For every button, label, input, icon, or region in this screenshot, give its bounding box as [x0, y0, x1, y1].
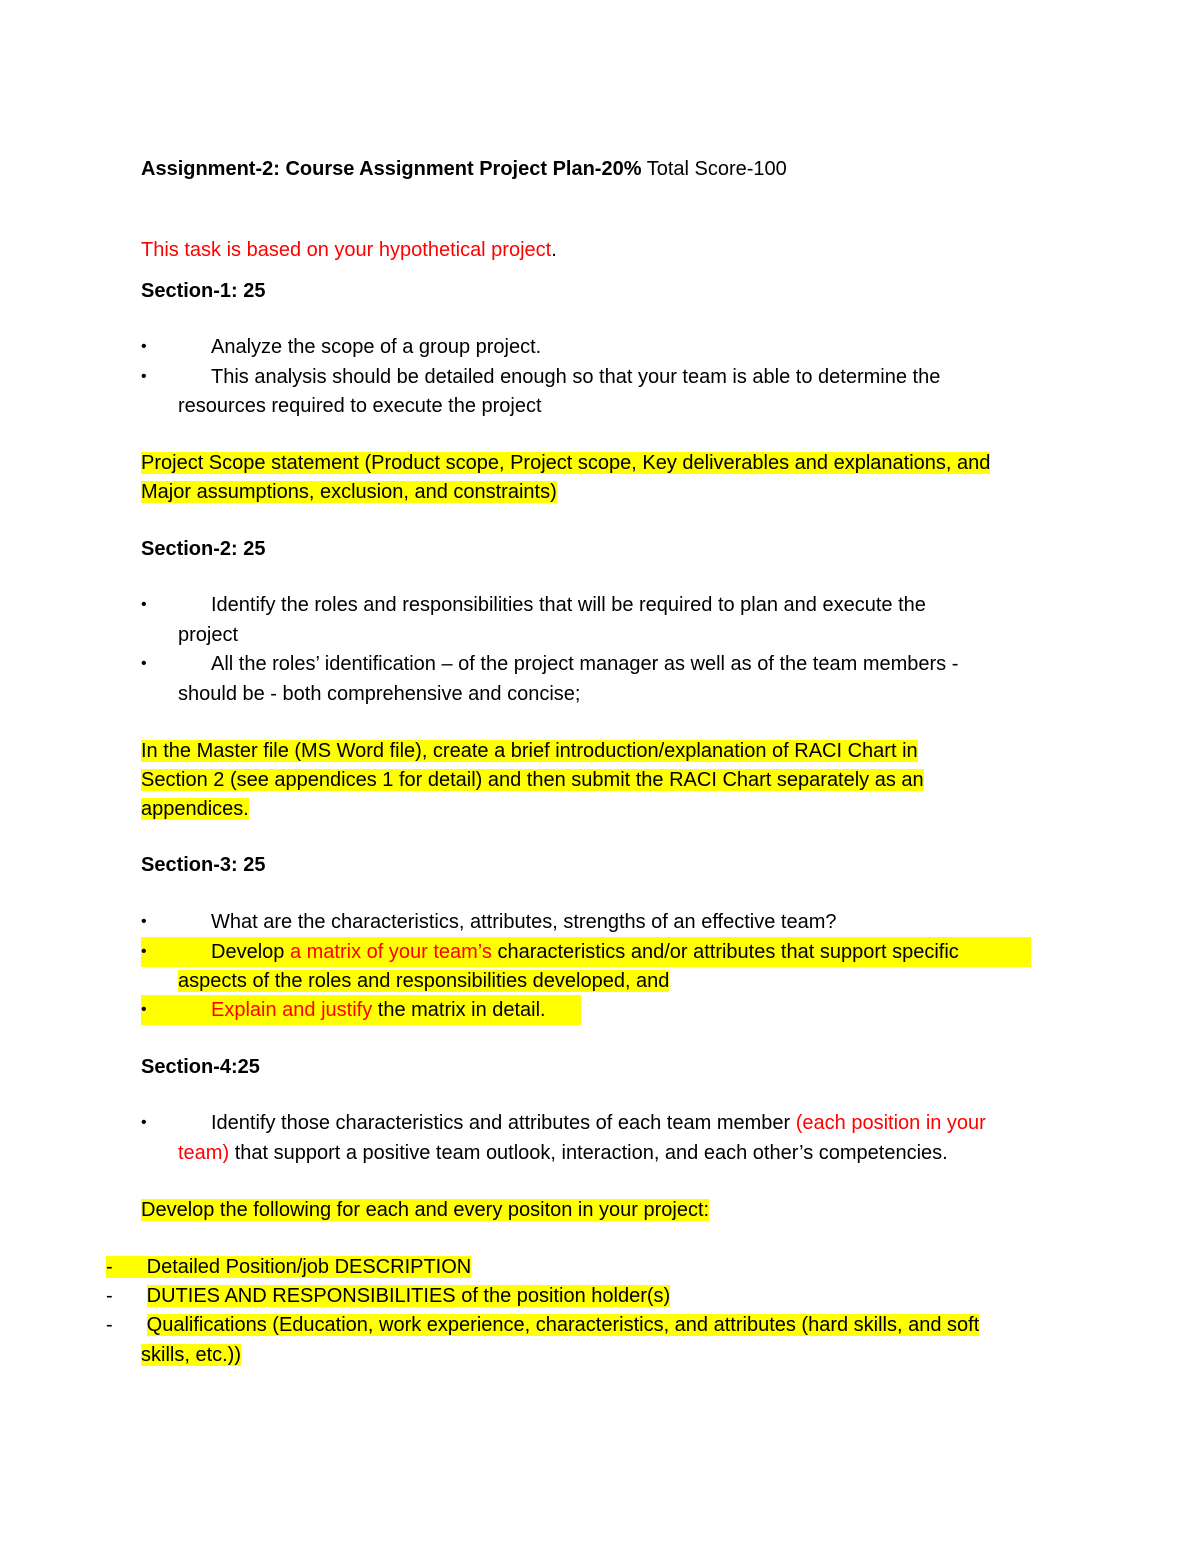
section-2-bullet-2-line-1: All the roles’ identification – of the project manager as well as of the team members - — [211, 653, 959, 675]
text-characteristics: characteristics and/or attributes that support specific — [497, 941, 959, 963]
section-2-bullet-1-line-1: Identify the roles and responsibilities that will be required to plan and execute the — [211, 594, 926, 616]
bullet-icon: • — [141, 1114, 147, 1131]
dash-item-2 — [106, 1281, 670, 1311]
text-matrix: a matrix of your team’s — [289, 941, 492, 963]
highlight-text: aspects of the roles and responsibilities developed, and — [178, 970, 670, 992]
section-2-bullet-1-line-2: project — [178, 624, 239, 646]
section-1-bullet-1: Analyze the scope of a group project. — [211, 336, 542, 358]
highlight-text: Major assumptions, exclusion, and constraints) — [141, 481, 557, 503]
text-identify: Identify those characteristics and attributes of each team member — [211, 1112, 791, 1134]
text-develop: Develop — [211, 941, 285, 963]
section-1-highlight-line-1 — [141, 448, 990, 478]
section-2-highlight-line-3 — [141, 794, 249, 824]
section-4-bullet-1-line-2 — [178, 1138, 948, 1168]
bullet-icon: • — [141, 338, 147, 355]
section-4-highlight — [141, 1195, 709, 1225]
dash-item-3-line-2 — [141, 1340, 241, 1370]
section-3-bullet-2-line-1 — [141, 937, 1031, 967]
dash-icon: - — [106, 1314, 113, 1336]
section-1-highlight-line-2 — [141, 477, 557, 507]
bullet-icon: • — [141, 655, 147, 672]
bullet-icon: • — [141, 943, 147, 960]
section-2-highlight-line-1 — [141, 736, 918, 766]
highlight-text: Project Scope statement (Product scope, Project scope, Key deliverables and explanations, and — [141, 452, 991, 474]
bullet-icon: • — [141, 368, 147, 385]
section-4-heading: Section-4:25 — [141, 1056, 260, 1078]
text-support: that support a positive team outlook, interaction, and each other’s competencies. — [234, 1142, 948, 1164]
section-3-bullet-1: What are the characteristics, attributes, strengths of an effective team? — [211, 911, 837, 933]
section-2-heading: Section-2: 25 — [141, 538, 266, 560]
highlight-text: Develop the following for each and every positon in your project: — [141, 1199, 710, 1221]
section-1-bullet-2-line-1: This analysis should be detailed enough so that your team is able to determine the — [211, 366, 941, 388]
intro-line — [141, 235, 557, 265]
dash-item-3-line-1 — [106, 1310, 979, 1340]
section-3-heading: Section-3: 25 — [141, 854, 266, 876]
section-2-highlight-line-2 — [141, 765, 924, 795]
title-score: Total Score-100 — [646, 158, 787, 180]
text-team: team) — [178, 1142, 230, 1164]
highlight-text: skills, etc.)) — [141, 1344, 241, 1366]
section-4-bullet-1-line-1 — [211, 1108, 986, 1138]
intro-period: . — [551, 239, 557, 261]
highlight-text: DUTIES AND RESPONSIBILITIES of the position holder(s) — [146, 1285, 671, 1307]
bullet-icon: • — [141, 913, 147, 930]
section-1-heading: Section-1: 25 — [141, 280, 266, 302]
dash-item-1 — [106, 1252, 471, 1282]
section-1-bullet-2-line-2: resources required to execute the project — [178, 395, 542, 417]
section-3-bullet-3 — [141, 995, 581, 1025]
bullet-icon: • — [141, 1001, 147, 1018]
section-2-bullet-2-line-2: should be - both comprehensive and concise; — [178, 683, 581, 705]
highlight-text: appendices. — [141, 798, 249, 820]
dash-icon: - — [106, 1256, 147, 1278]
section-3-bullet-2-line-2 — [178, 966, 669, 996]
text-each-position: (each position in your — [795, 1112, 986, 1134]
highlight-text: In the Master file (MS Word file), create a brief introduction/explanation of RACI Chart in — [141, 740, 918, 762]
text-explain: Explain and justify — [211, 999, 373, 1021]
highlight-text: Qualifications (Education, work experience, characteristics, and attributes (hard skills, and soft — [146, 1314, 980, 1336]
highlight-text: Detailed Position/job DESCRIPTION — [146, 1256, 472, 1278]
dash-icon: - — [106, 1285, 113, 1307]
intro-text: This task is based on your hypothetical project — [141, 239, 552, 261]
highlight-text: Section 2 (see appendices 1 for detail) and then submit the RACI Chart separately as an — [141, 769, 924, 791]
title-bold: Assignment-2: Course Assignment Project Plan-20% — [141, 158, 642, 180]
text-matrix-detail: the matrix in detail. — [377, 999, 546, 1021]
assignment-title — [141, 154, 787, 184]
bullet-icon: • — [141, 596, 147, 613]
